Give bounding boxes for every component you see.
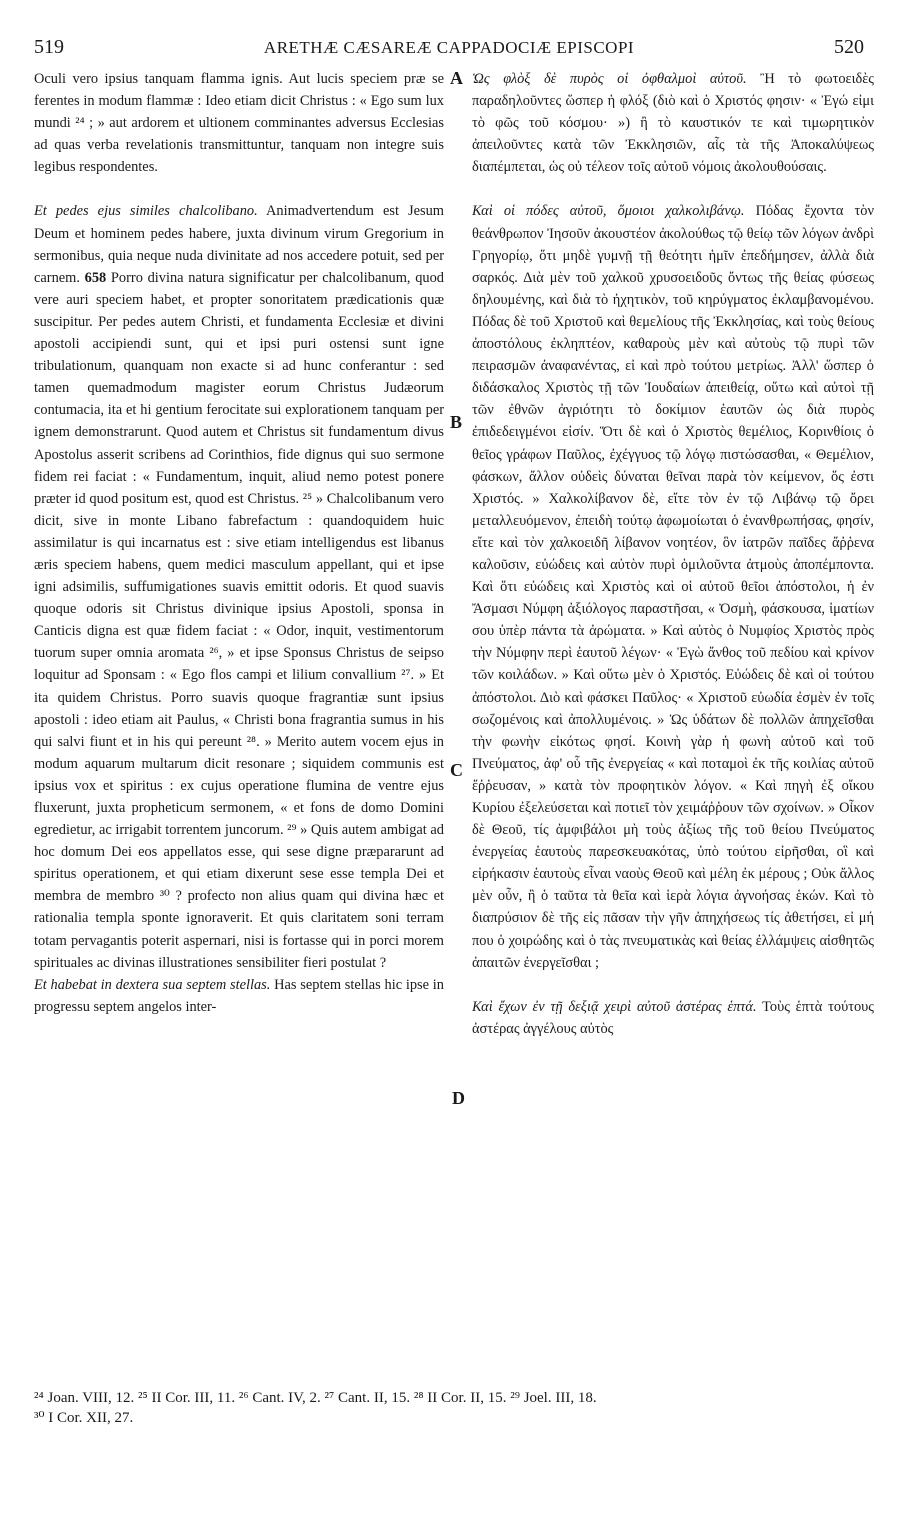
greek-paragraph-2-text: Πόδας ἔχοντα τὸν θεάνθρωπον Ἰησοῦν ἀκουστέον ἀκολούθως τῷ θείῳ τῶν λόγων ἀνδρὶ Γρηγορίῳ, ὅτι μηδὲ γυμνῇ τῇ θεότητι ἡμῖν ἐπεδήμησεν, ἀλλὰ διὰ σαρκός. Διὰ μὲν τοῦ χαλκοῦ χρυσοειδοῦς ὄντως τῆς θείας φύσεως δηλουμένης, καὶ διὰ τὸ ἠχητικὸν, τοῦ κηρύγματος ἐκλαμβανομένου. Πόδας δὲ τοῦ Χριστοῦ καὶ θεμελίους τῆς Ἐκκλησίας, καὶ τοὺς θείους ἀποστόλους ἐκληπτέον, καθαροὺς μὲν καὶ αὐτοὺς τῷ πυρὶ τῶν πειρασμῶν ἀναφανέντας, εἰ καὶ πρὸ τούτου μετρίως. Ἀλλ' ὥσπερ ὁ διδάσκαλος Χριστὸς τῇ τῶν Ἰουδαίων ἀπειθείᾳ, οὕτω καὶ αὐτοὶ τῇ τῶν ἐθνῶν ἀγριότητι τὸ δοκίμιον ἑαυτῶν ὡς διὰ πυρὸς ἐπιδεδειγμένοι εἰσίν. Ὅτι δὲ καὶ ὁ Χριστὸς θεμέλιος, Κορινθίοις ὁ θεῖος γράφων Παῦλος, ἐχέγγυος τῷ λόγῳ πιστώσασθαι, « Θεμέλιον, φάσκων, ἄλλον οὐδεὶς δύναται θεῖναι παρὰ τὸν κείμενον, ὅς ἐστι Χριστός. » Χαλκολίβανον δὲ, εἴτε τὸν ἐν τῷ Λιβάνῳ τῷ ὄρει μεταλλευόμενον, ἐπειδὴ τούτῳ ἀφωμοίωται ὁ ἐνανθρωπήσας, φησίν, εἴτε καὶ τὸν χαλκοειδῆ λίβανον νοητέον, ὃν ἰατρῶν παῖδες ἄῤῥενα καλοῦσιν, εὐώδεις καὶ αὐτὸν πυρὶ ὁμιλοῦντα ἀτμοὺς ἀποπέμποντα. Καὶ ὅτι εὐώδεις καὶ Χριστὸς καὶ οἱ αὐτοῦ θεῖοι ἀπόστολοι, ἡ ἐν Ἄσμασι Νύμφη ἀξιόλογος παραστῆσαι, « Ὀσμὴ, φάσκουσα, ἱματίων σου ὑπὲρ πάντα τὰ ἀρώματα. » Καὶ αὐτὸς ὁ Νυμφίος Χριστὸς πρὸς τὴν Νύμφην περὶ ἑαυτοῦ λέγων· « Ἐγὼ ἄνθος τοῦ πεδίου καὶ κρίνον τῶν κοιλάδων. » Καὶ οὕτω μὲν ὁ Χριστός. Εὐώδεις δὲ καὶ οἱ τούτου ἀπόστολοι. Διὸ καὶ φάσκει Παῦλος· « Χριστοῦ εὐωδία ἐσμὲν ἐν τοῖς σωζομένοις καὶ ἀπολλυμένοις. » Ὡς ὑδάτων δὲ πολλῶν ἀπηχεῖσθαι τὴν φωνὴν εἰκότως φησί. Κοινὴ γὰρ ἡ φωνὴ αὐτοῦ καὶ τοῦ Πνεύματος, ἀφ' οὗ τῆς ἐνεργείας « καὶ ποταμοὶ ἐκ τῆς κοιλίας αὐτοῦ ἔῤῥευσαν, » κατὰ τὸν προφητικὸν λόγον. « Καὶ πηγὴ ἐξ οἴκου Κυρίου ἐξελεύσεται καὶ ποτιεῖ τὸν χειμάῤῥουν τῶν σχοίνων. » Οἶκον δὲ Θεοῦ, τίς ἀμφιβάλοι μὴ τοὺς ἀξίως τῆς τοῦ θείου Πνεύματος ἐνεργείας ἑαυτοὺς παρεσκευακότας, ὑπὸ τούτου εἰρῆσθαι, οἳ καὶ εἰρήκασιν ἑαυτοὺς εἶναι ναοὺς Θεοῦ καὶ μέλη ἐκ μέρους ; Οὐκ ἄλλος μὲν οὖν, ἢ ὁ ταῦτα τὰ θεῖα καὶ ἱερὰ λόγια ἀγνοήσας ἑκών. Καὶ τὸ διαπρύσιον δὲ τῆς εἰς πᾶσαν τὴν γῆν ἀπηχήσεως τίς ἀθετήσει, εἰ μή που ὁ χοιρώδης καὶ ὁ τὰς πνευματικὰς καὶ θείας ἐλλάμψεις αἰσθητῶς ἀπαιτῶν ἐνεργεῖσθαι ; xyxy=(472,203,874,971)
latin-paragraph-2-text-a: Animadvertendum est Jesum Deum et hominem pedes habere, juxta divinum virum Gregorium in sermonibus, quia neque nuda divinitate ad nos accedere potuit, sed per carnem. xyxy=(34,203,444,286)
footnotes xyxy=(34,1388,874,1428)
footnote-line-1: ²⁴ Joan. VIII, 12. ²⁵ II Cor. III, 11. ²⁶ Cant. IV, 2. ²⁷ Cant. II, 15. ²⁸ II Cor. II, 15. ²⁹ Joel. III, 18. xyxy=(34,1390,597,1406)
greek-lemma-1: Ὡς φλὸξ δὲ πυρὸς οἱ ὀφθαλμοὶ αὐτοῦ. xyxy=(472,71,747,87)
left-page-number: 519 xyxy=(34,36,64,58)
greek-lemma-3: Καὶ ἔχων ἐν τῇ δεξιᾷ χειρὶ αὐτοῦ ἀστέρας ἑπτά. xyxy=(472,998,757,1015)
greek-paragraph-1-text: Ἢ τὸ φωτοειδὲς παραδηλοῦντες ὥσπερ ἡ φλόξ (διὸ καὶ ὁ Χριστός φησιν· « Ἐγώ εἰμι τὸ φῶς τοῦ κόσμου· ») ἢ τὸ καυστικόν τε καὶ τιμωρητικὸν ἀπειλοῦντες κατὰ τῶν Ἐκκλησιῶν, αἷς τὰ τῆς Ἀποκαλύψεως διαπέμπεται, ὡς οὐ τέλεον τοῖς αὐτοῦ νόμοις ἀκολουθούσαις. xyxy=(472,71,874,176)
running-title: ARETHÆ CÆSAREÆ CAPPADOCIÆ EPISCOPI xyxy=(263,38,635,57)
greek-paragraph-3 xyxy=(472,996,874,1040)
greek-column xyxy=(472,68,874,1040)
right-page-number: 520 xyxy=(834,36,864,58)
greek-paragraph-3-text: Τοὺς ἑπτὰ τούτους ἀστέρας ἀγγέλους αὐτὸς xyxy=(472,998,874,1037)
margin-letter-a: A xyxy=(450,68,463,88)
latin-paragraph-3 xyxy=(34,974,444,1018)
latin-paragraph-1-text: Oculi vero ipsius tanquam flamma ignis. Aut lucis speciem præ se ferentes in modum flammæ : Ideo etiam dicit Christus : « Ego sum lux mundi ²⁴ ; » aut ardorem et ultionem comminantes adversus Ecclesias ad quas verba revelationis transmittuntur, tanquam non integre suis legibus respondentes. xyxy=(34,71,444,176)
latin-column xyxy=(34,68,444,1018)
latin-paragraph-2-text-b: Porro divina natura significatur per chalcolibanum, quod vere auri speciem habet, et propter sonoritatem prædicationis quæ suscipitur. Per pedes autem Christi, et fundamenta Ecclesiæ et divini apostoli accipiendi sunt, qui et ipsi puri ostensi sunt igne tribulationum, quanquam non exacte si ad hunc conferantur : sed tamen quemadmodum magister eorum Christus Judæorum contumacia, ita et hi gentium ferocitate sui explorationem tanquam per ignem demonstrarunt. Quod autem et Christus sit fundamentum divus Apostolus asserit scribens ad Corinthios, fide dignus qui suo sermone fidem rei faciat : « Fundamentum, inquit, aliud nemo potest ponere præter id quod positum est, quod est Christus. ²⁵ » Chalcolibanum vero dicit, sive in monte Libano fabrefactum : quandoquidem huic assimilatur is qui incarnatus est : sive etiam intelligendus est libanus æris speciem habens, quem medici masculum appellant, qui et ipse igni adsimilis, suffumigationes suavis emittit odoris. Et quod suavis quoque odoris sit Christus divinique ipsius Apostoli, sponsa in Canticis digna est quæ fidem faciat : « Odor, inquit, vestimentorum tuorum super omnia aromata ²⁶, » et ipse Sponsus Christus de seipso loquitur ad Sponsam : « Ego flos campi et lilium convallium ²⁷. » Et ita quidem Christus. Porro suavis quoque fragrantiæ sunt ipsius apostoli : ideo etiam ait Paulus, « Christi bona fragrantia sumus in his qui salvi fiunt et in his qui pereunt ²⁸. » Merito autem vocem ejus in modum aquarum multarum dicit resonare ; siquidem communis est ipsius vox et spiritus : ex cujus operatione flumina de ventre ejus fluxerunt, juxta propheticum sermonem, « et fons de domo Domini egredietur, ac irrigabit torrentem juncorum. ²⁹ » Quis autem ambigat ad hoc domum Dei eos appellatos esse, qui sese digne præpararunt ad spiritus operationem, et qui etiam dixerunt sese esse templa Dei et membra de membro ³⁰ ? profecto non alius quam qui divina hæc et rationalia templa sponte ignoraverit. Et quis claritatem soni terram totam pervagantis poterit aspernari, nisi is fortasse qui in porci morem spirituales ac divinas illustrationes sensibiliter fieri postulat ? xyxy=(34,269,444,971)
margin-letter-b: B xyxy=(450,412,463,432)
greek-paragraph-1 xyxy=(472,68,874,178)
greek-lemma-2: Καὶ οἱ πόδες αὐτοῦ, ὅμοιοι χαλκολιβάνῳ. xyxy=(472,203,745,220)
margin-letter-d: D xyxy=(452,1088,465,1108)
footnote-line-2: ³⁰ I Cor. XII, 27. xyxy=(34,1410,134,1426)
latin-paragraph-3-text: Has septem stellas hic ipse in progressu septem angelos inter- xyxy=(34,976,444,1015)
column-number-marker: 658 xyxy=(84,269,107,286)
latin-lemma-2: Et pedes ejus similes chalcolibano. xyxy=(34,203,258,220)
greek-paragraph-2 xyxy=(472,200,874,973)
margin-letter-c: C xyxy=(450,760,463,780)
latin-paragraph-2 xyxy=(34,200,444,973)
running-header xyxy=(34,36,864,66)
latin-lemma-3: Et habebat in dextera sua septem stellas. xyxy=(34,976,271,993)
latin-paragraph-1 xyxy=(34,68,444,178)
